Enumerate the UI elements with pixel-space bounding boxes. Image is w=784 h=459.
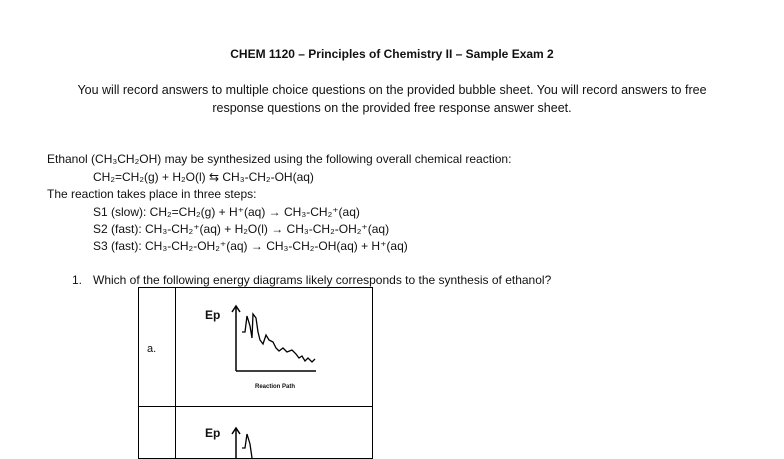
- option-a-y-axis-label: Ep: [205, 308, 221, 322]
- question-1-text: Which of the following energy diagrams likely corresponds to the synthesis of ethanol?: [93, 273, 552, 287]
- reaction-step-3: S3 (fast): CH₃-CH₂-OH₂⁺(aq) → CH₃-CH₂-OH(aq) + H⁺(aq): [93, 239, 408, 253]
- option-a-label[interactable]: a.: [147, 343, 157, 355]
- option-a-energy-curve: [242, 314, 315, 362]
- option-a-energy-diagram: [139, 288, 372, 458]
- instructions-line-1: You will record answers to multiple choice questions on the provided bubble sheet. You will record answers to free: [77, 83, 707, 97]
- option-a-x-axis-label: Reaction Path: [255, 384, 296, 390]
- overall-reaction: CH₂=CH₂(g) + H₂O(l) ⇆ CH₃-CH₂-OH(aq): [93, 170, 314, 184]
- instructions-line-2: response questions on the provided free response answer sheet.: [212, 101, 572, 115]
- ethanol-intro-text: Ethanol (CH₃CH₂OH) may be synthesized using the following overall chemical reaction:: [47, 152, 512, 166]
- answer-options-table: [138, 287, 373, 459]
- question-1-number: 1.: [72, 273, 83, 287]
- reaction-step-2: S2 (fast): CH₃-CH₂⁺(aq) + H₂O(l) → CH₃-CH₂-OH₂⁺(aq): [93, 222, 390, 236]
- reaction-step-1: S1 (slow): CH₂=CH₂(g) + H⁺(aq) → CH₃-CH₂⁺(aq): [93, 205, 360, 219]
- option-b-energy-curve: [242, 434, 252, 458]
- option-b-y-axis-label: Ep: [205, 426, 221, 440]
- exam-title: CHEM 1120 – Principles of Chemistry II – Sample Exam 2: [230, 47, 554, 61]
- steps-intro-text: The reaction takes place in three steps:: [47, 187, 257, 201]
